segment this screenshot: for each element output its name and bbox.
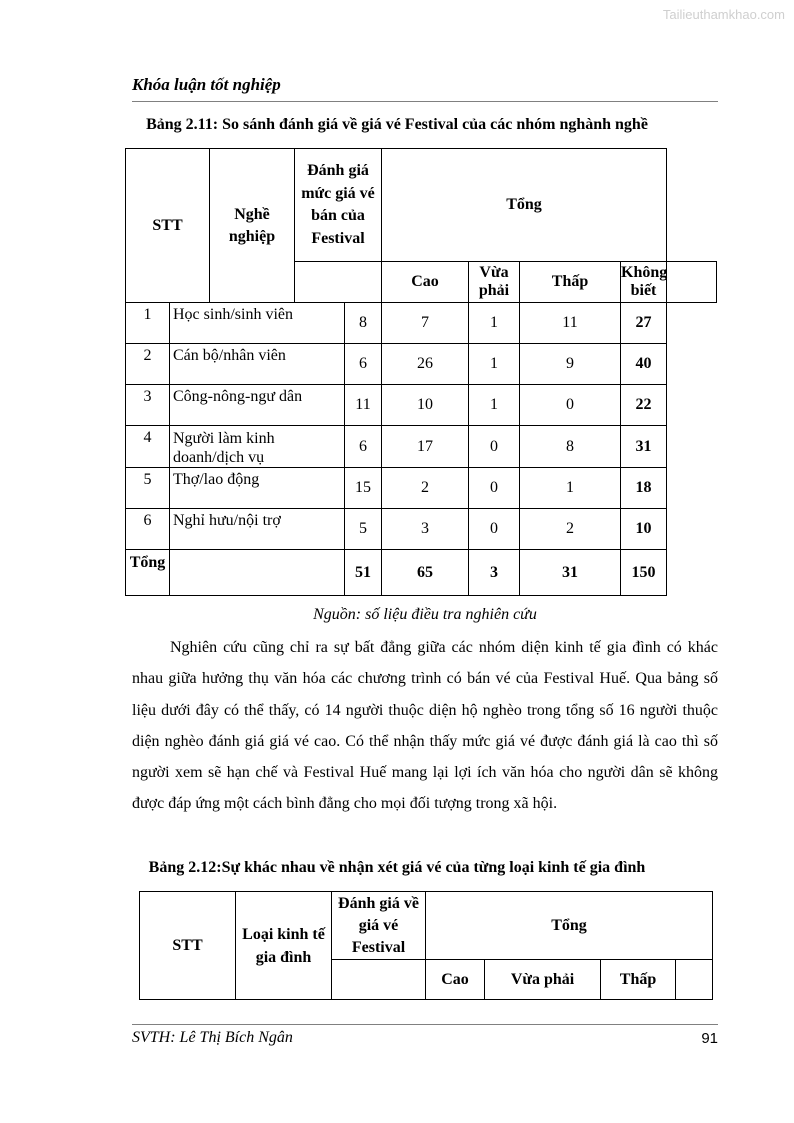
row-total: 10	[621, 509, 667, 550]
row-low: 0	[469, 426, 520, 468]
row-high: 5	[345, 509, 382, 550]
table-row	[126, 303, 717, 344]
table1-header-stt: STT	[126, 149, 210, 303]
row-moderate: 26	[382, 344, 469, 385]
table-row	[126, 468, 717, 509]
row-stt: 3	[126, 385, 170, 426]
row-occupation: Người làm kinh doanh/dịch vụ	[170, 426, 345, 468]
row-unknown: 9	[520, 344, 621, 385]
row-high: 11	[345, 385, 382, 426]
table2-header-empty	[332, 960, 426, 1000]
row-stt: 2	[126, 344, 170, 385]
row-low: 1	[469, 303, 520, 344]
row-occupation: Công-nông-ngư dân	[170, 385, 345, 426]
table1-header-total: Tổng	[382, 149, 667, 262]
row-low: 0	[469, 468, 520, 509]
table-row	[126, 344, 717, 385]
body-paragraph	[132, 632, 718, 820]
footer-author: SVTH: Lê Thị Bích Ngân	[132, 1029, 293, 1046]
table2	[139, 891, 713, 1000]
row-low: 0	[469, 509, 520, 550]
table-total-row	[126, 550, 717, 596]
table-row	[126, 426, 717, 468]
table2-header-high: Cao	[426, 960, 485, 1000]
total-high: 51	[345, 550, 382, 596]
source-note: Nguồn: số liệu điều tra nghiên cứu	[313, 606, 537, 623]
row-stt: 1	[126, 303, 170, 344]
total-unknown: 31	[520, 550, 621, 596]
row-occupation: Học sinh/sinh viên	[170, 303, 345, 344]
table1-header-empty	[295, 262, 382, 303]
table1-caption: Bảng 2.11: So sánh đánh giá về giá vé Festival của các nhóm nghành nghề	[146, 116, 648, 133]
row-stt: 5	[126, 468, 170, 509]
row-total: 31	[621, 426, 667, 468]
header-divider	[132, 101, 718, 102]
table1	[125, 148, 717, 596]
row-total: 27	[621, 303, 667, 344]
row-unknown: 0	[520, 385, 621, 426]
row-stt: 6	[126, 509, 170, 550]
footer-divider	[132, 1024, 718, 1025]
table-row	[126, 509, 717, 550]
table1-header-rating: Đánh giá mức giá vé bán của Festival	[295, 149, 382, 262]
paragraph-text: Nghiên cứu cũng chỉ ra sự bất đẳng giữa các nhóm diện kinh tế gia đình có khác nhau giữa hưởng thụ văn hóa các chương trình có bán vé của Festival Huế. Qua bảng số liệu dưới đây có thể thấy, có 14 người thuộc diện hộ nghèo trong tổng số 16 người thuộc diện nghèo đánh giá giá vé cao. Có thể nhận thấy mức giá vé được đánh giá là cao thì số người xem sẽ hạn chế và Festival Huế mang lại lợi ích văn hóa cho người dân sẽ không được đáp ứng một cách bình đẳng cho mọi đối tượng trong xã hội.	[132, 639, 718, 813]
table2-caption: Bảng 2.12:Sự khác nhau về nhận xét giá vé của từng loại kinh tế gia đình	[148, 859, 646, 876]
row-high: 15	[345, 468, 382, 509]
table1-header-occupation: Nghề nghiệp	[210, 149, 295, 303]
row-low: 1	[469, 385, 520, 426]
table2-header-stt: STT	[140, 892, 236, 1000]
row-unknown: 11	[520, 303, 621, 344]
document-header: Khóa luận tốt nghiệp	[132, 75, 281, 94]
total-empty	[170, 550, 345, 596]
watermark: Tailieuthamkhao.com	[662, 7, 785, 22]
row-high: 6	[345, 344, 382, 385]
row-total: 40	[621, 344, 667, 385]
row-unknown: 2	[520, 509, 621, 550]
row-moderate: 17	[382, 426, 469, 468]
total-moderate: 65	[382, 550, 469, 596]
row-moderate: 10	[382, 385, 469, 426]
table2-header-total: Tổng	[426, 892, 713, 960]
row-occupation: Nghỉ hưu/nội trợ	[170, 509, 345, 550]
table1-header-high: Cao	[382, 262, 469, 303]
table1-header-unknown: Không biết	[621, 262, 667, 303]
table2-header-rating: Đánh giá về giá vé Festival	[332, 892, 426, 960]
table2-header-blank	[676, 960, 713, 1000]
row-moderate: 2	[382, 468, 469, 509]
row-moderate: 7	[382, 303, 469, 344]
table-row	[126, 385, 717, 426]
row-moderate: 3	[382, 509, 469, 550]
row-unknown: 8	[520, 426, 621, 468]
table2-header-economy: Loại kinh tế gia đình	[236, 892, 332, 1000]
total-total: 150	[621, 550, 667, 596]
total-label: Tổng	[126, 550, 170, 596]
page-number: 91	[701, 1030, 718, 1047]
table1-header-blank	[667, 262, 717, 303]
row-low: 1	[469, 344, 520, 385]
row-total: 22	[621, 385, 667, 426]
table2-header-moderate: Vừa phải	[485, 960, 601, 1000]
row-high: 6	[345, 426, 382, 468]
row-unknown: 1	[520, 468, 621, 509]
table1-header-moderate: Vừa phải	[469, 262, 520, 303]
row-occupation: Thợ/lao động	[170, 468, 345, 509]
total-low: 3	[469, 550, 520, 596]
row-occupation: Cán bộ/nhân viên	[170, 344, 345, 385]
table1-header-low: Thấp	[520, 262, 621, 303]
row-total: 18	[621, 468, 667, 509]
row-stt: 4	[126, 426, 170, 468]
table2-header-low: Thấp	[601, 960, 676, 1000]
row-high: 8	[345, 303, 382, 344]
